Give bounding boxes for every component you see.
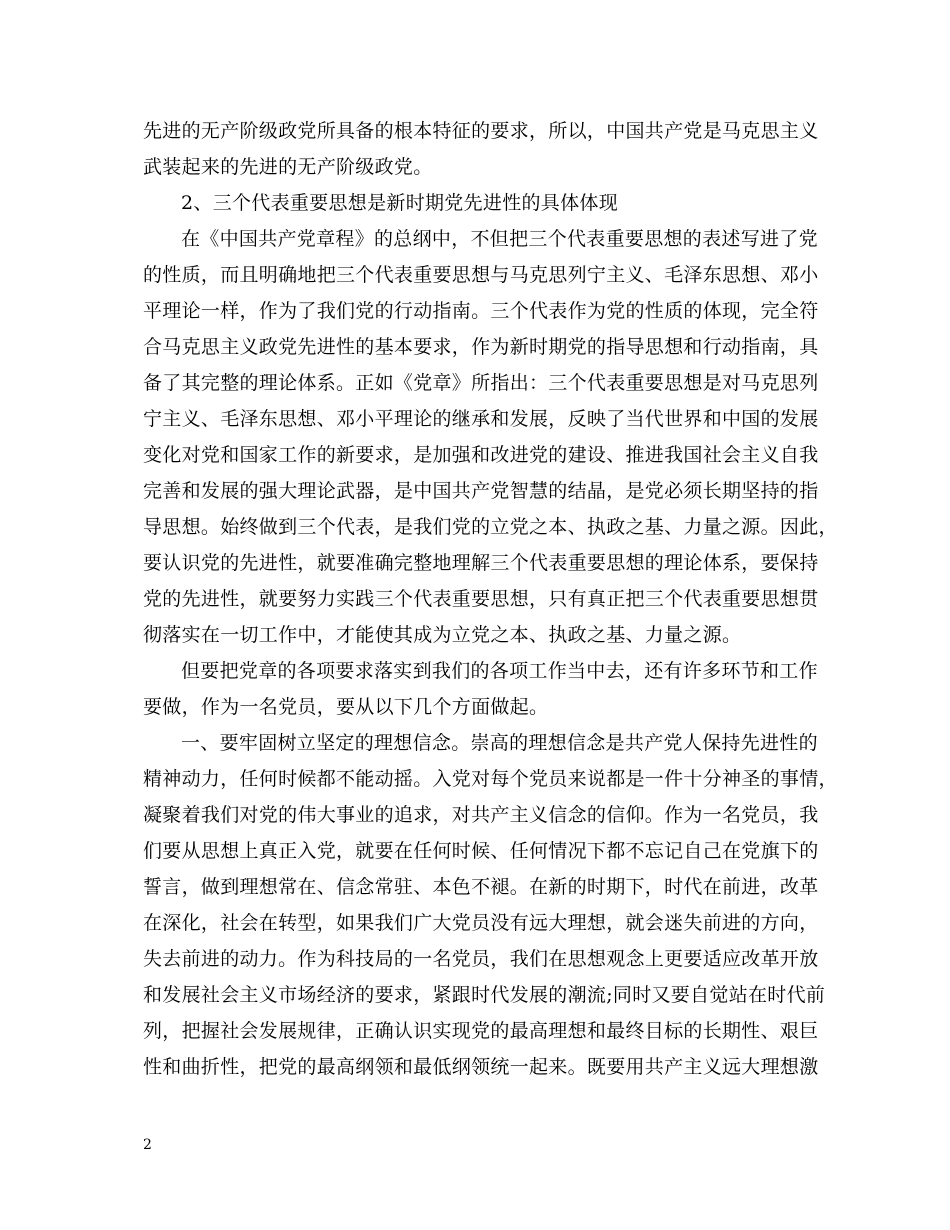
text-line: 要认识党的先进性，就要准确完整地理解三个代表重要思想的理论体系，要保持: [143, 552, 819, 574]
text-line: 完善和发展的强大理论武器，是中国共产党智慧的结晶，是党必须长期坚持的指: [143, 480, 819, 502]
text-line: 彻落实在一切工作中，才能使其成为立党之本、执政之基、力量之源。: [143, 624, 742, 646]
text-line: 平理论一样，作为了我们党的行动指南。三个代表作为党的性质的体现，完全符: [143, 300, 819, 322]
text-line: 们要从思想上真正入党，就要在任何时候、任何情况下都不忘记自己在党旗下的: [143, 840, 819, 862]
text-line: 导思想。始终做到三个代表，是我们党的立党之本、执政之基、力量之源。因此，: [143, 516, 838, 538]
text-line: 但要把党章的各项要求落实到我们的各项工作当中去，还有许多环节和工作: [181, 660, 818, 682]
text-line: 备了其完整的理论体系。正如《党章》所指出：三个代表重要思想是对马克思列: [143, 372, 819, 394]
text-line: 要做，作为一名党员，要从以下几个方面做起。: [143, 696, 549, 718]
text-line: 失去前进的动力。作为科技局的一名党员，我们在思想观念上更要适应改革开放: [143, 948, 819, 970]
text-line: 列，把握社会发展规律，正确认识实现党的最高理想和最终目标的长期性、艰巨: [143, 1020, 819, 1042]
text-line: 在深化，社会在转型，如果我们广大党员没有远大理想，就会迷失前进的方向，: [143, 912, 819, 934]
text-line: 的性质，而且明确地把三个代表重要思想与马克思列宁主义、毛泽东思想、邓小: [143, 264, 819, 286]
text-line: 精神动力，任何时候都不能动摇。入党对每个党员来说都是一件十分神圣的事情，: [143, 768, 838, 790]
page-number: 2: [143, 1137, 152, 1153]
text-line: 凝聚着我们对党的伟大事业的追求，对共产主义信念的信仰。作为一名党员，我: [143, 804, 819, 826]
text-line: 宁主义、毛泽东思想、邓小平理论的继承和发展，反映了当代世界和中国的发展: [143, 408, 819, 430]
section-heading: 2、三个代表重要思想是新时期党先进性的具体体现: [181, 192, 618, 214]
text-line: 变化对党和国家工作的新要求，是加强和改进党的建设、推进我国社会主义自我: [143, 444, 819, 466]
text-line: 党的先进性，就要努力实践三个代表重要思想，只有真正把三个代表重要思想贯: [143, 588, 819, 610]
text-line: 在《中国共产党章程》的总纲中，不但把三个代表重要思想的表述写进了党: [181, 228, 818, 250]
text-line: 一、要牢固树立坚定的理想信念。崇高的理想信念是共产党人保持先进性的: [181, 732, 818, 754]
text-line: 合马克思主义政党先进性的基本要求，作为新时期党的指导思想和行动指南，具: [143, 336, 819, 358]
text-line: 誓言，做到理想常在、信念常驻、本色不褪。在新的时期下，时代在前进，改革: [143, 876, 819, 898]
text-line: 先进的无产阶级政党所具备的根本特征的要求，所以，中国共产党是马克思主义: [143, 120, 819, 142]
text-line: 性和曲折性，把党的最高纲领和最低纲领统一起来。既要用共产主义远大理想激: [143, 1056, 819, 1078]
text-line: 武装起来的先进的无产阶级政党。: [143, 156, 433, 178]
text-line: 和发展社会主义市场经济的要求，紧跟时代发展的潮流;同时又要自觉站在时代前: [143, 984, 826, 1006]
